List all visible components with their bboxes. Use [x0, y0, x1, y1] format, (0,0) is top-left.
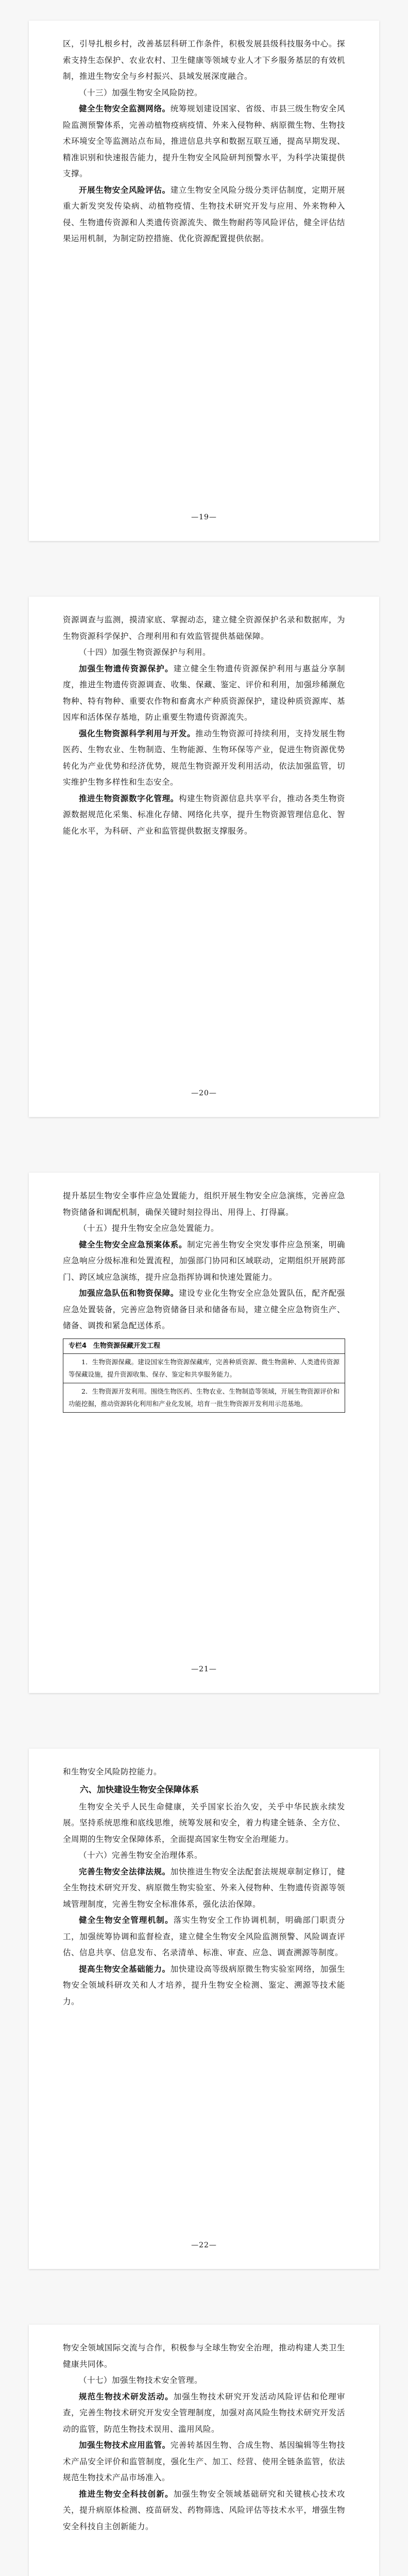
paragraph [63, 101, 345, 182]
document-page-23 [29, 2325, 379, 2576]
subsection-heading: （十五）提升生物安全应急处置能力。 [79, 1224, 219, 1233]
paragraph [63, 791, 345, 840]
paragraph: 生物安全关乎人民生命健康，关乎国家长治久安，关乎中华民族永续发展。坚持系统思维和底线思维，统筹发展和安全，着力构建全链条、全方位、全周期的生物安全保障体系，全面提高国家生物安全治理能力。 [63, 1802, 345, 1844]
paragraph-text: 加快推进生物安全法配套法规规章制定修订，健全生物技术研究开发、病原微生物实验室、外来入侵物种、生物遗传资源等领域管理制度，完善生物安全标准体系，强化法治保障。 [63, 1867, 345, 1909]
page-number: —21— [191, 1665, 217, 1673]
page-number: —20— [191, 1089, 217, 1097]
document-page-19 [29, 21, 379, 541]
paragraph-lead: 加强生物遗传资源保护。 [79, 664, 174, 673]
paragraph [63, 661, 345, 726]
paragraph: 资源调查与监测，摸清家底、掌握动态，建立健全资源保护名录和数据库，为生物资源科学保护、合理利用和有效监管提供基础保障。 [63, 615, 345, 641]
paragraph-text: 加强生物安全领域基础研究和关键核心技术攻关，提升病原体检测、疫苗研发、药物筛选、风险评估等技术水平，增强生物安全科技自主创新能力。 [63, 2489, 345, 2531]
paragraph-text: 构建生物资源信息共享平台，推动各类生物资源数据规范化采集、标准化存储、网络化共享，提升生物资源管理信息化、智能化水平，为科研、产业和监管提供数据支撑服务。 [63, 793, 345, 836]
paragraph-lead: 完善生物安全法律法规。 [79, 1867, 171, 1876]
paragraph [63, 1912, 345, 1961]
paragraph-lead: 推进生物安全科技创新。 [79, 2489, 174, 2499]
feature-box-item: 1．生物资源保藏。建设国家生物资源保藏库，完善种质资源、微生物菌种、人类遗传资源等保藏设施，提升资源收集、保存、鉴定和共享服务能力。 [69, 1358, 339, 1378]
feature-box [63, 1338, 345, 1413]
paragraph-lead: 提高生物安全基础能力。 [79, 1964, 171, 1974]
paragraph-lead: 健全生物安全应急预案体系。 [79, 1240, 188, 1249]
subsection-heading: （十四）加强生物资源保护与利用。 [79, 648, 211, 657]
feature-box-item: 2．生物资源开发利用。围绕生物医药、生物农业、生物制造等领域，开展生物资源评价和功能挖掘，推动资源转化利用和产业化发展，培育一批生物资源开发利用示范基地。 [63, 1383, 345, 1412]
paragraph: 提升基层生物安全事件应急处置能力，组织开展生物安全应急演练，完善应急物资储备和调配机制，确保关键时刻拉得出、用得上、打得赢。 [63, 1191, 345, 1217]
paragraph [63, 2486, 345, 2535]
paragraph [63, 2389, 345, 2438]
paragraph [63, 2437, 345, 2486]
paragraph: 物安全领域国际交流与合作，积极参与全球生物安全治理，推动构建人类卫生健康共同体。 [63, 2343, 345, 2369]
paragraph: 区，引导扎根乡村，改善基层科研工作条件，积极发展县级科技服务中心。探索支持生态保护、农业农村、卫生健康等领域专业人才下乡服务基层的有效机制，推进生物安全与乡村振兴、县域发展深度融合。 [63, 39, 345, 81]
paragraph-text: 统筹规划建设国家、省级、市县三级生物安全风险监测预警体系，完善动植物疫病疫情、外来入侵物种、病原微生物、生物技术环境安全等监测站点布局，推进信息共享和数据互联互通，提高早期发现、精准识别和快速报告能力，提升生物安全风险研判预警水平，为科学决策提供支撑。 [63, 104, 345, 178]
page-number: —22— [191, 2241, 217, 2249]
document-page-21 [29, 1173, 379, 1693]
paragraph-lead: 加强生物技术应用监管。 [79, 2441, 171, 2450]
paragraph [63, 182, 345, 247]
paragraph-lead: 开展生物安全风险评估。 [79, 185, 171, 195]
paragraph [63, 1961, 345, 2010]
document-page-20 [29, 597, 379, 1117]
page-number: —19— [191, 513, 217, 521]
paragraph-text: 建立生物安全风险分级分类评估制度，定期开展重大新发突发传染病、动植物疫情、生物技术研究开发与应用、外来物种入侵、生物遗传资源和人类遗传资源流失、微生物耐药等风险评估，健全评估结果运用机制，为制定防控措施、优化资源配置提供依据。 [63, 185, 345, 243]
subsection-heading: （十六）完善生物安全治理体系。 [79, 1851, 203, 1860]
paragraph-text: 制定完善生物安全突发事件应急预案，明确应急响应分级标准和处置流程，加强部门协同和区域联动，定期组织开展跨部门、跨区域应急演练，提升应急指挥协调和快速处置能力。 [63, 1240, 345, 1282]
paragraph-text: 加快建设高等级病原微生物实验室网络，加强生物安全领域科研攻关和人才培养，提升生物安全检测、鉴定、溯源等技术能力。 [63, 1964, 345, 2006]
section-heading: 六、加快建设生物安全保障体系 [80, 1784, 199, 1794]
subsection-heading: （十三）加强生物安全风险防控。 [79, 88, 203, 97]
paragraph-text: 完善转基因生物、合成生物、基因编辑等生物技术产品安全评价和监管制度，强化生产、加工、经营、使用全链条监管，依法规范生物技术产品市场准入。 [63, 2441, 345, 2482]
paragraph-text: 建立健全生物遗传资源保护利用与惠益分享制度，推进生物遗传资源调查、收集、保藏、鉴定、评价和利用，加强珍稀濒危物种、特有物种、重要农作物和畜禽水产种质资源保护，建设种质资源库、基因库和活体保存基地，防止重要生物遗传资源流失。 [63, 664, 345, 722]
paragraph-lead: 健全生物安全监测网络。 [79, 104, 171, 113]
paragraph-lead: 规范生物技术研发活动。 [79, 2392, 174, 2401]
paragraph-lead: 加强应急队伍和物资保障。 [79, 1289, 179, 1298]
paragraph-text: 落实生物安全工作协调机制，明确部门职责分工，加强统筹协调和监督检查，建立健全生物安全风险监测预警、风险调查评估、信息共享、信息发布、名录清单、标准、审查、应急、调查溯源等制度。 [63, 1916, 345, 1957]
document-page-22 [29, 1749, 379, 2269]
paragraph [63, 1237, 345, 1286]
paragraph [63, 1864, 345, 1913]
paragraph-lead: 健全生物安全管理机制。 [79, 1916, 174, 1925]
paragraph [63, 726, 345, 791]
paragraph-lead: 推进生物资源数字化管理。 [79, 793, 179, 803]
paragraph-text: 加强生物技术研究开发活动风险评估和伦理审查，完善生物技术研究开发安全管理制度，加强对高风险生物技术研究开发活动的监管，防范生物技术误用、滥用风险。 [63, 2392, 345, 2434]
subsection-heading: （十七）加强生物技术安全管理。 [79, 2376, 203, 2385]
paragraph [63, 1285, 345, 1334]
paragraph: 和生物安全风险防控能力。 [63, 1767, 162, 1776]
paragraph-lead: 强化生物资源科学利用与开发。 [79, 728, 196, 738]
paragraph-text: 推动生物资源可持续利用，支持发展生物医药、生物农业、生物制造、生物能源、生物环保等产业，促进生物资源优势转化为产业优势和经济优势，规范生物资源开发利用活动，依法加强监管，切实维护生物多样性和生态安全。 [63, 728, 345, 787]
paragraph-text: 建设专业化生物安全应急处置队伍，配齐配强应急处置装备，完善应急物资储备目录和储备布局，建立健全应急物资生产、储备、调拨和紧急配送体系。 [63, 1289, 345, 1330]
feature-box-title: 专栏4 生物资源保藏开发工程 [63, 1339, 345, 1354]
